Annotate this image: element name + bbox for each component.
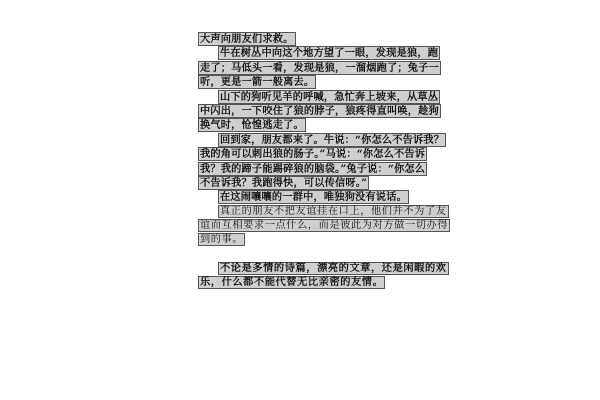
text-line: 在这闹嚷嚷的一群中，唯独狗没有说话。	[220, 191, 407, 204]
text-line: 谊而互相要求一点什么，而是彼此为对方做一切办得	[200, 220, 449, 232]
text-line: 中闪出，一下咬住了狼的脖子，狼疼得直叫唤，趁狗	[200, 104, 439, 117]
text-line: 我的角可以刺出狼的肠子。”马说：“你怎么不告诉	[200, 148, 426, 161]
story-text	[198, 32, 449, 291]
text-line: 到的事。	[200, 234, 244, 246]
text-line: 山下的狗听见羊的呼喊，急忙奔上坡来，从草丛	[220, 90, 439, 103]
text-line: 走了；马低头一看，发现是狼，一溜烟跑了；兔子一	[200, 61, 439, 74]
text-line: 换气时，怆惶逃走了。	[200, 119, 304, 132]
text-line: 大声向朋友们求救。	[200, 33, 294, 45]
text-line: 不告诉我？我跑得快，可以传信呀。”	[200, 176, 368, 189]
text-line: 真正的朋友不把友谊挂在口上，他们并不为了友	[220, 205, 447, 217]
text-line: 不论是多情的诗篇，漂亮的文章，还是闲暇的欢	[220, 262, 447, 274]
text-line: 乐，什么都不能代替无比亲密的友情。	[200, 277, 384, 289]
paragraph-gap	[198, 248, 418, 262]
text-line: 回到家，朋友都来了。牛说：“你怎么不告诉我？	[220, 133, 445, 146]
text-line: 牛在树丛中向这个地方望了一眼，发现是狼，跑	[220, 47, 439, 60]
text-line: 我？我的蹄子能踢碎狼的脑袋。”兔子说：“你怎么	[200, 162, 426, 175]
text-line: 听，更是一箭一般离去。	[200, 76, 315, 89]
